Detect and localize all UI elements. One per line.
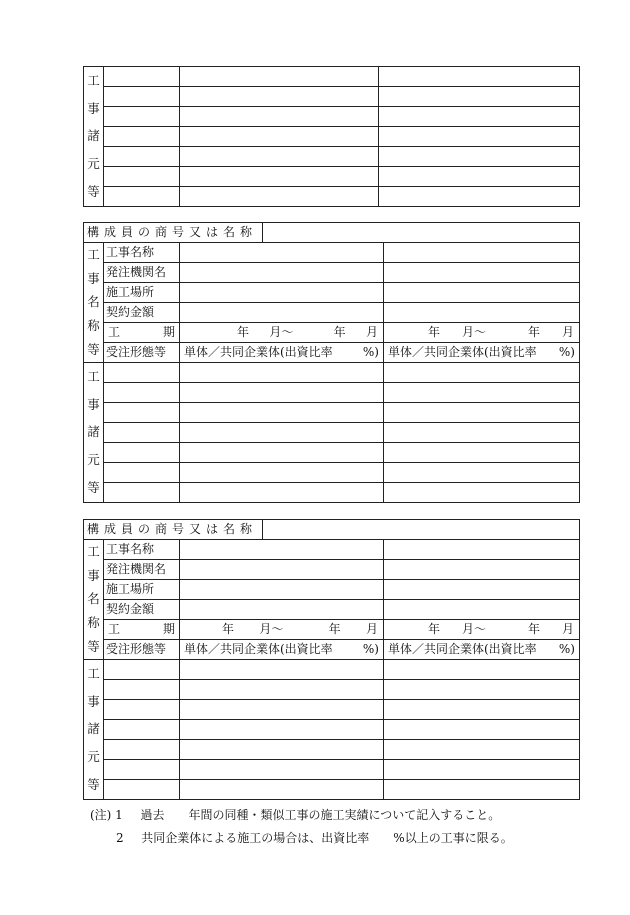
row-label-period: 工 期 xyxy=(104,620,180,640)
specs-label: 工 事 諸 元 等 xyxy=(84,67,104,207)
project-name-label: 工 事 名 称 等 xyxy=(84,540,104,660)
period-field[interactable]: 年 月〜 年 月 xyxy=(180,620,384,640)
row-label-order-type: 受注形態等 xyxy=(104,640,180,660)
row-label-amount: 契約金額 xyxy=(104,303,180,323)
spec-cell[interactable] xyxy=(180,67,379,87)
order-type-field[interactable]: 単体／共同企業体(出資比率 %) xyxy=(180,640,384,660)
note-2 xyxy=(116,829,513,846)
specs-label: 工 事 諸 元 等 xyxy=(84,660,104,800)
row-label-order-type: 受注形態等 xyxy=(104,343,180,363)
row-label-agency: 発注機関名 xyxy=(104,560,180,580)
note-2-prefix: 2 xyxy=(116,831,124,845)
row-label-project-name: 工事名称 xyxy=(104,243,180,263)
specs-label: 工 事 諸 元 等 xyxy=(84,363,104,503)
order-type-field-2[interactable]: 単体／共同企業体(出資比率 %) xyxy=(384,343,580,363)
member-header: 構成員の商号又は名称 xyxy=(84,223,263,243)
row-label-agency: 発注機関名 xyxy=(104,263,180,283)
project-name-field-2[interactable] xyxy=(384,243,580,263)
note-1-text: 過去 年間の同種・類似工事の施工実績について記入すること。 xyxy=(140,808,501,822)
row-label-site: 施工場所 xyxy=(104,283,180,303)
period-field-2[interactable]: 年 月〜 年 月 xyxy=(384,620,580,640)
top-specs-table xyxy=(83,66,580,207)
row-label-amount: 契約金額 xyxy=(104,600,180,620)
spec-cell[interactable] xyxy=(104,67,180,87)
row-label-period: 工 期 xyxy=(104,323,180,343)
row-label-site: 施工場所 xyxy=(104,580,180,600)
spec-cell[interactable] xyxy=(379,67,580,87)
period-field-2[interactable]: 年 月〜 年 月 xyxy=(384,323,580,343)
note-2-text: 共同企業体による施工の場合は、出資比率 %以上の工事に限る。 xyxy=(141,831,513,845)
member-block-1 xyxy=(83,222,580,503)
row-label-project-name: 工事名称 xyxy=(104,540,180,560)
member-name-field[interactable] xyxy=(263,223,580,243)
order-type-field[interactable]: 単体／共同企業体(出資比率 %) xyxy=(180,343,384,363)
project-name-label: 工 事 名 称 等 xyxy=(84,243,104,363)
member-block-2 xyxy=(83,519,580,800)
project-name-field[interactable] xyxy=(180,243,384,263)
period-field[interactable]: 年 月〜 年 月 xyxy=(180,323,384,343)
note-1-prefix: (注) 1 xyxy=(90,808,123,822)
member-name-field[interactable] xyxy=(263,520,580,540)
member-header: 構成員の商号又は名称 xyxy=(84,520,263,540)
note-1 xyxy=(90,806,500,823)
order-type-field-2[interactable]: 単体／共同企業体(出資比率 %) xyxy=(384,640,580,660)
